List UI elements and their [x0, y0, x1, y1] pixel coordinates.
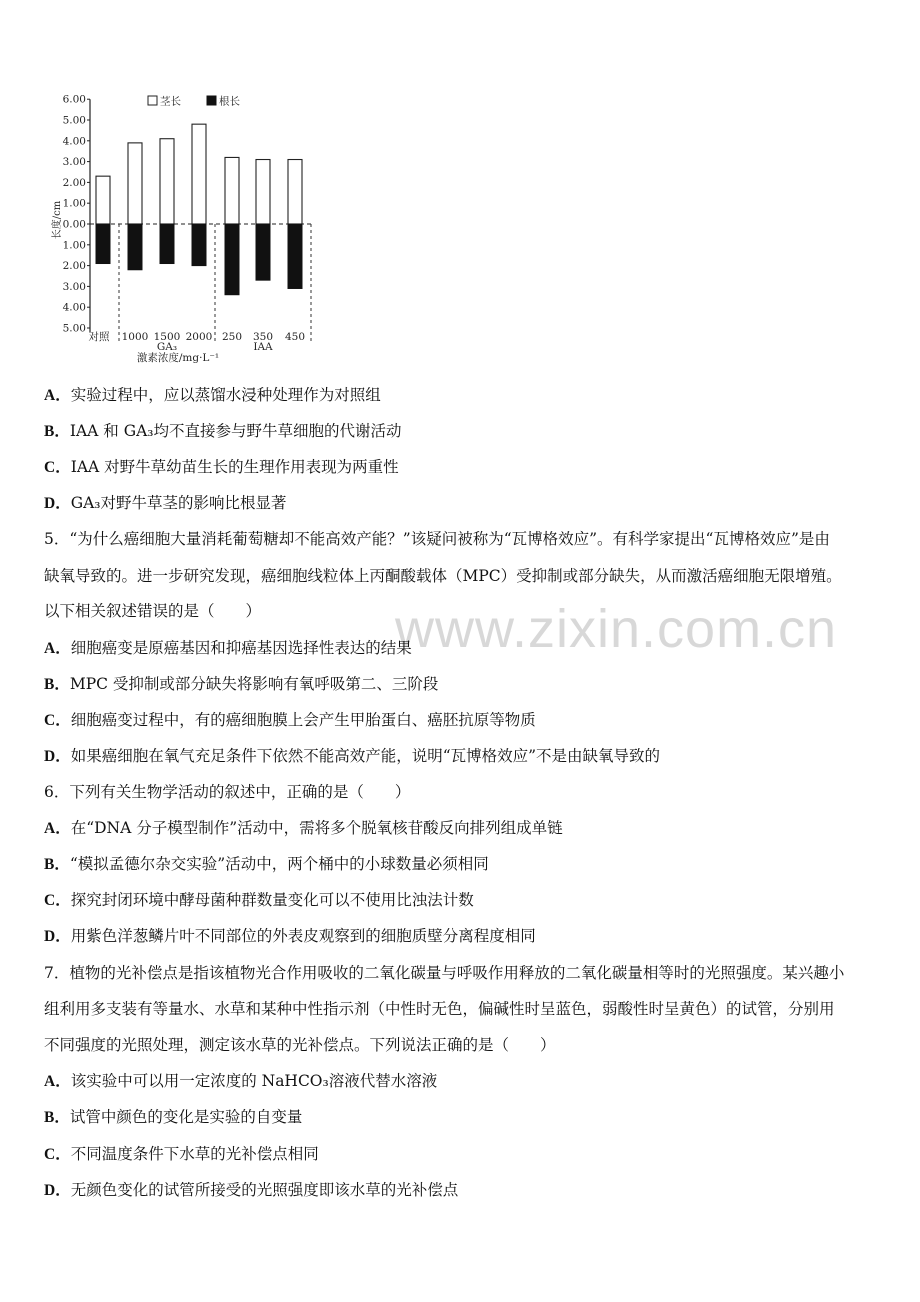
option-text: 在“DNA 分子模型制作”活动中，需将多个脱氧核苷酸反向排列组成单链 — [70, 819, 563, 837]
q7-option-a — [44, 1070, 884, 1093]
y-tick-label: 4.00 — [62, 135, 86, 148]
option-label: D． — [44, 495, 71, 512]
y-tick-label: 1.00 — [62, 239, 86, 252]
chart-bars — [96, 124, 302, 295]
y-tick-label: 3.00 — [62, 156, 86, 169]
q4-option-d — [44, 492, 884, 515]
legend-label-root: 根长 — [219, 95, 240, 108]
option-label: B． — [44, 856, 70, 873]
y-tick-label: 0.00 — [62, 218, 86, 231]
option-label: A． — [44, 820, 71, 837]
option-text: 探究封闭环境中酵母菌种群数量变化可以不使用比浊法计数 — [70, 891, 474, 909]
q5-stem-line-3: 以下相关叙述错误的是（ ） — [44, 602, 262, 620]
x-category-label: 对照 — [88, 331, 110, 343]
option-label: C． — [44, 892, 71, 909]
q6-stem-line-1: 6．下列有关生物学活动的叙述中，正确的是（ ） — [44, 783, 411, 801]
option-text: “模拟孟德尔杂交实验”活动中，两个桶中的小球数量必须相同 — [69, 855, 489, 873]
option-text: MPC 受抑制或部分缺失将影响有氧呼吸第二、三阶段 — [69, 675, 439, 693]
q7-option-c — [44, 1143, 884, 1166]
stem-bar — [288, 160, 302, 224]
x-category-label: 2000 — [185, 331, 213, 343]
q5-option-c — [44, 709, 884, 732]
option-text: 该实验中可以用一定浓度的 NaHCO₃溶液代替水溶液 — [70, 1072, 438, 1090]
x-category-label: 1000 — [121, 331, 149, 343]
root-bar — [128, 224, 142, 270]
q4-option-a — [44, 384, 884, 407]
option-text: GA₃对野牛草茎的影响比根显著 — [70, 494, 287, 512]
option-text: 试管中颜色的变化是实验的自变量 — [69, 1108, 303, 1126]
option-text: 不同温度条件下水草的光补偿点相同 — [70, 1145, 319, 1163]
x-group-label: IAA — [253, 341, 273, 353]
y-axis-label: 长度/cm — [52, 200, 63, 240]
option-text: 细胞癌变是原癌基因和抑癌基因选择性表达的结果 — [70, 639, 412, 657]
x-category-label: 250 — [221, 331, 243, 343]
stem-bar — [256, 160, 270, 224]
stem-bar — [225, 157, 239, 224]
q6-option-a — [44, 817, 884, 840]
x-group-label: GA₃ — [156, 341, 178, 353]
q6-option-c — [44, 889, 884, 912]
q5-option-b — [44, 673, 884, 696]
q7-stem-line-3: 不同强度的光照处理，测定该水草的光补偿点。下列说法正确的是（ ） — [44, 1036, 556, 1054]
legend-label-stem: 茎长 — [160, 95, 181, 108]
option-label: A． — [44, 1073, 71, 1090]
root-bar — [160, 224, 174, 264]
y-tick-label: 2.00 — [62, 176, 86, 189]
y-tick-label: 6.00 — [62, 93, 86, 106]
option-text: 实验过程中，应以蒸馏水浸种处理作为对照组 — [70, 386, 381, 404]
stem-bar — [128, 143, 142, 224]
option-label: C． — [44, 712, 71, 729]
q5-stem-line-1: 5．“为什么癌细胞大量消耗葡萄糖却不能高效产能？”该疑问被称为“瓦博格效应”。有科学家提出“瓦博格效应”是由 — [44, 530, 830, 548]
q7-stem-line-2: 组利用多支装有等量水、水草和某种中性指示剂（中性时无色，偏碱性时呈蓝色，弱酸性时呈黄色）的试管，分别用 — [44, 1000, 835, 1018]
root-bar — [96, 224, 110, 264]
q5-option-d — [44, 745, 884, 768]
legend-swatch-stem — [148, 96, 157, 105]
q6-option-b — [44, 853, 884, 876]
option-text: IAA 对野牛草幼苗生长的生理作用表现为两重性 — [70, 458, 399, 476]
q4-option-b — [44, 420, 884, 443]
option-label: B． — [44, 1109, 70, 1126]
option-label: B． — [44, 676, 70, 693]
option-label: C． — [44, 459, 71, 476]
option-text: 无颜色变化的试管所接受的光照强度即该水草的光补偿点 — [70, 1181, 459, 1199]
q7-option-d — [44, 1179, 884, 1202]
y-tick-label: 4.00 — [62, 301, 86, 314]
q5-stem-line-2: 缺氧导致的。进一步研究发现，癌细胞线粒体上丙酮酸载体（MPC）受抑制或部分缺失，从而激活癌细胞无限增殖。 — [44, 567, 842, 585]
option-text: 细胞癌变过程中，有的癌细胞膜上会产生甲胎蛋白、癌胚抗原等物质 — [70, 711, 536, 729]
stem-bar — [160, 139, 174, 224]
root-bar — [192, 224, 206, 266]
root-bar — [225, 224, 239, 295]
option-label: D． — [44, 1182, 71, 1199]
watermark: www.zixin.com.cn — [395, 599, 838, 659]
x-category-label: 350 — [252, 331, 274, 343]
q6-option-d — [44, 925, 884, 948]
y-tick-label: 2.00 — [62, 260, 86, 273]
bar-chart — [40, 88, 340, 378]
x-axis-label: 激素浓度/mg·L⁻¹ — [136, 352, 220, 364]
q5-option-a — [44, 637, 884, 660]
y-tick-label: 5.00 — [62, 322, 86, 335]
option-label: D． — [44, 928, 71, 945]
stem-bar — [96, 176, 110, 224]
root-bar — [288, 224, 302, 288]
legend-swatch-root — [207, 96, 216, 105]
option-label: C． — [44, 1146, 71, 1163]
q7-stem-line-1: 7．植物的光补偿点是指该植物光合作用吸收的二氧化碳量与呼吸作用释放的二氧化碳量相等时的光照强度。某兴趣小 — [44, 964, 845, 982]
q4-option-c — [44, 456, 884, 479]
option-label: A． — [44, 640, 71, 657]
option-text: IAA 和 GA₃均不直接参与野牛草细胞的代谢活动 — [69, 422, 402, 440]
x-category-label: 1500 — [153, 331, 181, 343]
y-tick-label: 3.00 — [62, 280, 86, 293]
stem-bar — [192, 124, 206, 224]
x-category-label: 450 — [284, 331, 306, 343]
y-tick-label: 1.00 — [62, 197, 86, 210]
option-label: A． — [44, 387, 71, 404]
option-text: 用紫色洋葱鳞片叶不同部位的外表皮观察到的细胞质壁分离程度相同 — [70, 927, 536, 945]
q7-option-b — [44, 1106, 884, 1129]
root-bar — [256, 224, 270, 280]
option-label: B． — [44, 423, 70, 440]
y-tick-label: 5.00 — [62, 114, 86, 127]
option-text: 如果癌细胞在氧气充足条件下依然不能高效产能，说明“瓦博格效应”不是由缺氧导致的 — [70, 747, 661, 765]
option-label: D． — [44, 748, 71, 765]
